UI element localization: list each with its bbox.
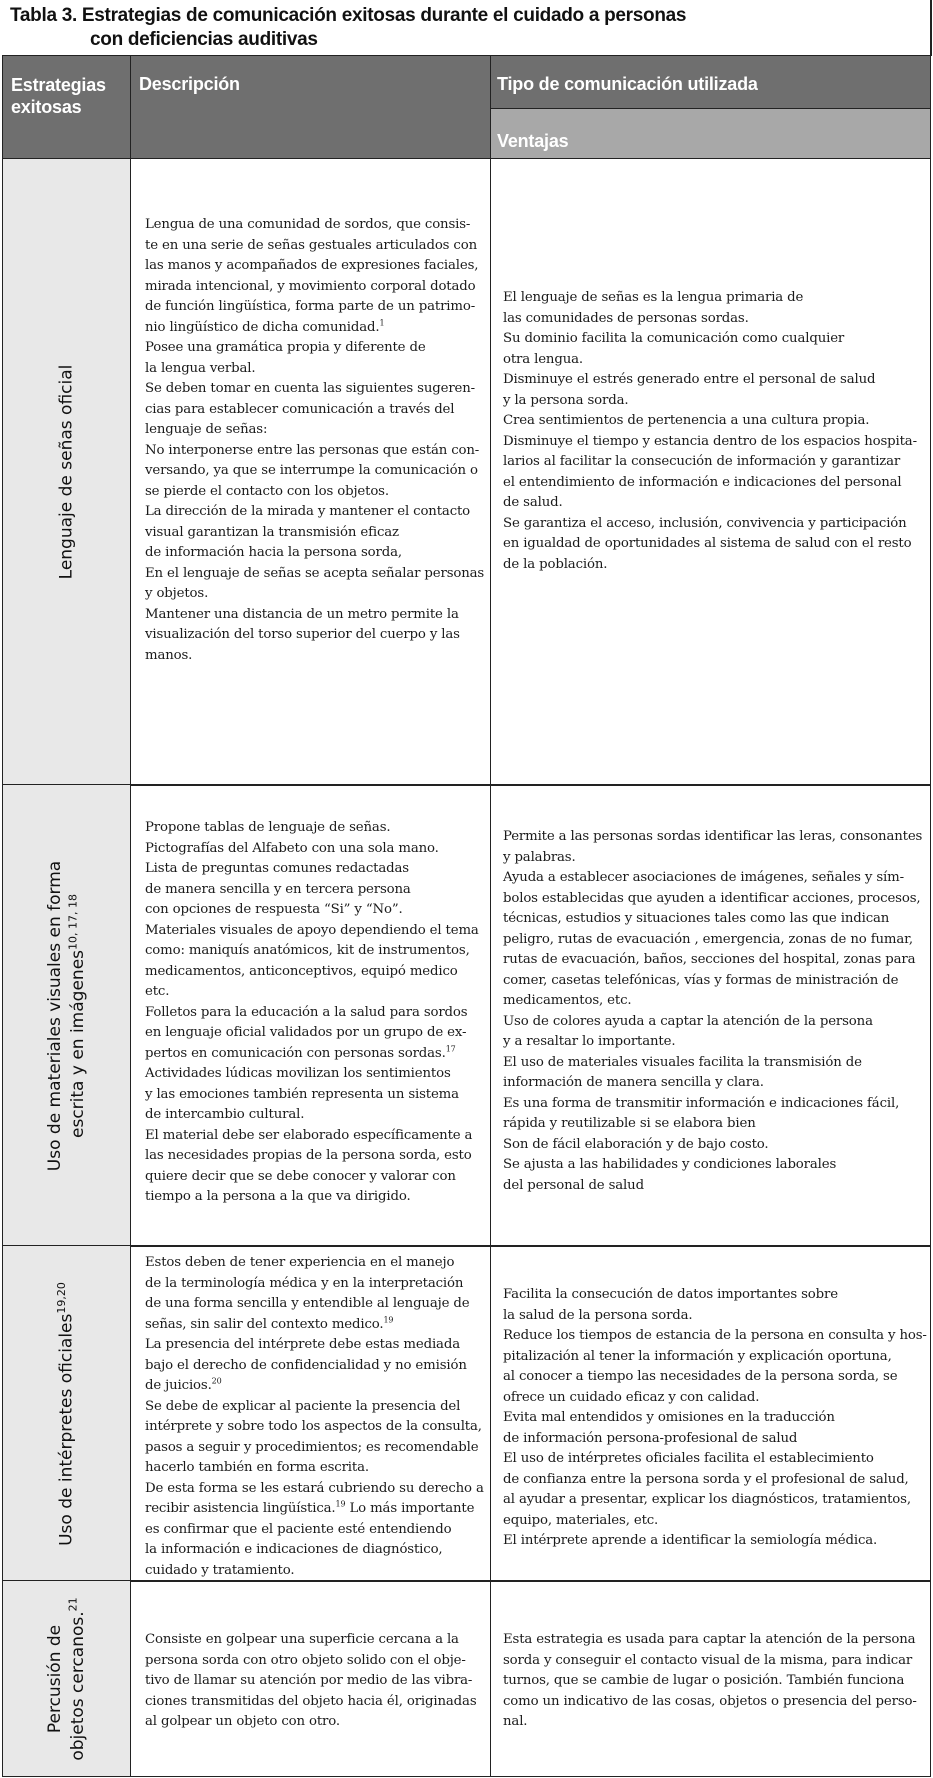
line-text: El lenguaje de señas es la lengua primaria de <box>503 290 804 305</box>
advantages-line <box>503 1176 922 1197</box>
advantages-text <box>503 827 922 1196</box>
description-line <box>145 1520 484 1541</box>
advantages-line <box>503 1053 922 1074</box>
description-line <box>145 379 484 400</box>
line-text: el entendimiento de información e indicaciones del personal <box>503 474 902 490</box>
line-text: Ayuda a establecer asociaciones de imágenes, señales y sím- <box>503 870 904 885</box>
description-line <box>145 1146 479 1167</box>
advantages-line <box>503 1347 927 1368</box>
advantages-line <box>503 1155 922 1176</box>
line-text: intérprete y sobre todo los aspectos de la consulta, <box>145 1419 482 1434</box>
table-title-line2: con deficiencias auditivas <box>90 29 318 50</box>
line-text: Consiste en golpear una superficie cercana a la <box>145 1632 459 1647</box>
line-text: de salud. <box>503 495 563 510</box>
line-text: Materiales visuales de apoyo dependiendo el tema <box>145 922 479 938</box>
line-text: al ayudar a presentar, explicar los diagnósticos, tratamientos, <box>503 1492 911 1507</box>
line-text: bajo el derecho de confidencialidad y no emisión <box>145 1357 467 1373</box>
line-text: Es una forma de transmitir información e indicaciones fácil, <box>503 1095 900 1111</box>
line-text: El material debe ser elaborado específicamente a <box>145 1127 473 1143</box>
line-text: la información e indicaciones de diagnóstico, <box>145 1542 443 1557</box>
description-line <box>145 1187 479 1208</box>
advantages-line <box>503 889 922 910</box>
description-line <box>145 1540 484 1561</box>
advantages-line <box>503 1367 927 1388</box>
footnote-ref: 21 <box>65 1596 79 1611</box>
description-line <box>145 1335 484 1356</box>
advantages-line <box>503 1306 927 1327</box>
line-text: Se garantiza el acceso, inclusión, convivencia y participación <box>503 515 907 531</box>
footnote-ref: 19,20 <box>54 1281 68 1314</box>
advantages-line <box>503 452 917 473</box>
description-line <box>145 523 484 544</box>
description-line <box>145 420 484 441</box>
line-text: al golpear un objeto con otro. <box>145 1714 340 1729</box>
advantages-line <box>503 827 922 848</box>
line-text: y a resaltar lo importante. <box>503 1034 676 1049</box>
header-advantages-label: Ventajas <box>497 131 569 151</box>
line-text: Evita mal entendidos y omisiones en la traducción <box>503 1410 835 1425</box>
description-line <box>145 441 484 462</box>
footnote-ref: 17 <box>445 1044 456 1054</box>
advantages-line <box>503 909 922 930</box>
description-line <box>145 277 484 298</box>
advantages-line <box>503 350 917 371</box>
advantages-text <box>503 1285 927 1552</box>
line-text: Permite a las personas sordas identificar las leras, consonantes <box>503 829 923 844</box>
line-text: información de manera sencilla y clara. <box>503 1075 764 1090</box>
line-text: Percusión de <box>44 1624 65 1733</box>
line-text: Disminuye el estrés generado entre el personal de salud <box>503 372 876 387</box>
description-line <box>145 1397 484 1418</box>
advantages-line <box>503 868 922 889</box>
line-text: Uso de materiales visuales en forma <box>44 860 65 1171</box>
table-title <box>10 4 686 52</box>
description-line <box>145 1417 484 1438</box>
line-text: Uso de intérpretes oficiales <box>56 1313 76 1546</box>
strategy-label-line <box>67 1597 90 1760</box>
line-text: en lenguaje oficial validados por un grupo de ex- <box>145 1025 467 1040</box>
advantages-line <box>503 1630 917 1651</box>
line-text: ciones transmitidas del objeto hacia él, originadas <box>145 1693 477 1709</box>
line-text: es confirmar que el paciente esté entendiendo <box>145 1521 452 1537</box>
description-line <box>145 1499 484 1520</box>
description-text <box>145 215 484 666</box>
line-text: al conocer a tiempo las necesidades de la persona sorda, se <box>503 1369 898 1384</box>
header-communication-type-label: Tipo de comunicación utilizada <box>497 74 758 94</box>
line-text: Pictografías del Alfabeto con una sola mano. <box>145 840 439 856</box>
strategy-label <box>44 860 90 1170</box>
description-line <box>145 215 484 236</box>
line-text: No interponerse entre las personas que están con- <box>145 442 480 458</box>
footnote-ref: 19 <box>335 1499 346 1509</box>
line-text: El intérprete aprende a identificar la semiología médica. <box>503 1533 878 1548</box>
description-line <box>145 646 484 667</box>
advantages-line <box>503 1032 922 1053</box>
line-text: y palabras. <box>503 849 576 865</box>
description-line <box>145 1085 479 1106</box>
footnote-ref: 20 <box>211 1376 222 1386</box>
line-text: sorda y conseguir el contacto visual de la misma, para indicar <box>503 1652 913 1668</box>
advantages-line <box>503 555 917 576</box>
strategy-label-line <box>44 860 67 1170</box>
strategy-label <box>55 365 78 580</box>
line-text: mirada intencional, y movimiento corporal dotado <box>145 278 476 294</box>
table-title-line1: Tabla 3. Estrategias de comunicación exitosas durante el cuidado a personas <box>10 5 687 26</box>
line-text: De esta forma se les estará cubriendo su derecho a <box>145 1480 484 1496</box>
advantages-text <box>503 1630 917 1733</box>
description-line <box>145 900 479 921</box>
description-line <box>145 1167 479 1188</box>
description-line <box>145 1064 479 1085</box>
advantages-line <box>503 534 917 555</box>
line-text: Crea sentimientos de pertenencia a una cultura propia. <box>503 413 870 428</box>
line-text: La dirección de la mirada y mantener el contacto <box>145 504 471 519</box>
advantages-line <box>503 1692 917 1713</box>
line-text: Propone tablas de lenguaje de señas. <box>145 820 391 835</box>
advantages-line <box>503 1388 927 1409</box>
line-text: visual garantizan la transmisión eficaz <box>145 524 399 540</box>
strategy-cell <box>2 158 131 786</box>
line-text: Se debe de explicar al paciente la presencia del <box>145 1398 461 1414</box>
line-text: manos. <box>145 647 193 663</box>
advantages-line <box>503 991 922 1012</box>
header-description <box>130 55 491 159</box>
footnote-ref: 1 <box>379 318 385 328</box>
line-text: larios al facilitar la consecución de información y garantizar <box>503 454 901 469</box>
description-line <box>145 1692 477 1713</box>
footnote-ref: 19 <box>383 1315 394 1325</box>
advantages-line <box>503 1326 927 1347</box>
advantages-line <box>503 1094 922 1115</box>
line-text: rutas de evacuación, baños, secciones del hospital, zonas para <box>503 952 916 967</box>
line-text: como: maniquís anatómicos, kit de instrumentos, <box>145 943 470 958</box>
header-strategies-label: Estrategias exitosas <box>11 75 106 117</box>
strategy-label-line <box>67 860 90 1170</box>
description-line <box>145 625 484 646</box>
line-text: de función lingüística, forma parte de un patrimo- <box>145 299 476 314</box>
line-text: bolos establecidas que ayuden a identificar acciones, procesos, <box>503 890 921 906</box>
line-text: recibir asistencia lingüística. <box>145 1501 336 1516</box>
line-text: técnicas, estudios y situaciones tales como las que indican <box>503 911 890 926</box>
line-text: Son de fácil elaboración y de bajo costo. <box>503 1136 769 1152</box>
header-strategies <box>2 55 131 159</box>
line-text: las manos y acompañados de expresiones faciales, <box>145 258 479 273</box>
line-text: y objetos. <box>145 586 209 601</box>
line-text: Folletos para la educación a la salud para sordos <box>145 1004 468 1020</box>
line-text: de información persona-profesional de salud <box>503 1430 798 1446</box>
line-text: otra lengua. <box>503 351 583 367</box>
line-text: nio lingüístico de dicha comunidad. <box>145 319 380 335</box>
description-line <box>145 338 484 359</box>
description-line <box>145 236 484 257</box>
description-text <box>145 1630 477 1733</box>
description-line <box>145 1458 484 1479</box>
line-text: y la persona sorda. <box>503 392 629 408</box>
line-text: la salud de la persona sorda. <box>503 1307 693 1323</box>
line-text: El uso de intérpretes oficiales facilita el establecimiento <box>503 1451 874 1466</box>
line-text: cuidado y tratamiento. <box>145 1562 295 1578</box>
line-text: lenguaje de señas: <box>145 422 268 437</box>
description-line <box>145 962 479 983</box>
line-text: de intercambio cultural. <box>145 1107 305 1122</box>
advantages-line <box>503 1114 922 1135</box>
line-text: versando, ya que se interrumpe la comunicación o <box>145 463 478 478</box>
description-line <box>145 584 484 605</box>
description-line <box>145 941 479 962</box>
line-text: objetos cercanos. <box>67 1610 88 1761</box>
line-text: Esta estrategia es usada para captar la atención de la persona <box>503 1632 916 1647</box>
advantages-line <box>503 1490 927 1511</box>
advantages-line <box>503 432 917 453</box>
advantages-line <box>503 1531 927 1552</box>
line-text: Reduce los tiempos de estancia de la persona en consulta y hos- <box>503 1328 927 1343</box>
strategy-label-line <box>44 1597 67 1760</box>
description-line <box>145 982 479 1003</box>
description-line <box>145 1294 484 1315</box>
line-text: en igualdad de oportunidades al sistema de salud con el resto <box>503 536 912 551</box>
line-text: medicamentos, anticonceptivos, equipó medico <box>145 963 458 979</box>
advantages-line <box>503 971 922 992</box>
description-line <box>145 1003 479 1024</box>
advantages-line <box>503 309 917 330</box>
description-line <box>145 543 484 564</box>
advantages-line <box>503 329 917 350</box>
advantages-line <box>503 1012 922 1033</box>
advantages-line <box>503 288 917 309</box>
description-text <box>145 818 479 1208</box>
line-text: visualización del torso superior del cuerpo y las <box>145 627 460 642</box>
description-line <box>145 502 484 523</box>
line-text: Su dominio facilita la comunicación como cualquier <box>503 331 845 346</box>
advantages-line <box>503 1429 927 1450</box>
advantages-line <box>503 950 922 971</box>
advantages-line <box>503 391 917 412</box>
description-line <box>145 605 484 626</box>
line-text: cias para establecer comunicación a través del <box>145 401 455 417</box>
advantages-line <box>503 1449 927 1470</box>
advantages-line <box>503 1511 927 1532</box>
description-text <box>145 1253 484 1581</box>
line-text: las comunidades de personas sordas. <box>503 310 749 326</box>
advantages-line <box>503 930 922 951</box>
advantages-line <box>503 1135 922 1156</box>
line-text: Lista de preguntas comunes redactadas <box>145 861 409 876</box>
description-line <box>145 921 479 942</box>
description-line <box>145 1630 477 1651</box>
strategy-label-line <box>55 365 78 580</box>
description-line <box>145 482 484 503</box>
line-text: de la población. <box>503 556 608 572</box>
line-text: comer, casetas telefónicas, vías y formas de ministración de <box>503 972 899 988</box>
line-text: se pierde el contacto con los objetos. <box>145 483 389 499</box>
description-line <box>145 839 479 860</box>
line-text: Disminuye el tiempo y estancia dentro de los espacios hospita- <box>503 433 917 449</box>
line-text: quiere decir que se debe conocer y valorar con <box>145 1168 456 1184</box>
description-line <box>145 1315 484 1336</box>
line-text: etc. <box>145 984 170 999</box>
line-text: Lengua de una comunidad de sordos, que consis- <box>145 217 471 232</box>
description-line <box>145 859 479 880</box>
line-text: de información hacia la persona sorda, <box>145 545 402 560</box>
strategy-cell <box>2 1580 131 1777</box>
advantages-line <box>503 1671 917 1692</box>
line-text: Posee una gramática propia y diferente de <box>145 340 426 355</box>
line-text: te en una serie de señas gestuales articulados con <box>145 237 477 253</box>
line-text: de confianza entre la persona sorda y el profesional de salud, <box>503 1471 909 1487</box>
description-line <box>145 256 484 277</box>
line-text: de juicios. <box>145 1378 212 1393</box>
line-text: El uso de materiales visuales facilita la transmisión de <box>503 1054 862 1070</box>
line-text: del personal de salud <box>503 1177 644 1193</box>
advantages-line <box>503 1470 927 1491</box>
strategy-label <box>55 1282 78 1546</box>
line-text: La presencia del intérprete debe estas mediada <box>145 1337 460 1352</box>
line-text: equipo, materiales, etc. <box>503 1512 659 1528</box>
description-line <box>145 818 479 839</box>
description-line <box>145 1671 477 1692</box>
line-text: Uso de colores ayuda a captar la atención de la persona <box>503 1013 873 1029</box>
line-text: rápida y reutilizable si se elabora bien <box>503 1116 756 1131</box>
description-line <box>145 1274 484 1295</box>
line-text: nal. <box>503 1714 528 1729</box>
line-text: pitalización al tener la información y explicación oportuna, <box>503 1348 892 1364</box>
strategy-cell <box>2 784 131 1247</box>
strategy-label-line <box>55 1282 78 1546</box>
description-line <box>145 359 484 380</box>
advantages-line <box>503 514 917 535</box>
advantages-line <box>503 848 922 869</box>
line-text: señas, sin salir del contexto medico. <box>145 1316 384 1332</box>
line-text: Se deben tomar en cuenta las siguientes sugeren- <box>145 381 476 396</box>
advantages-line <box>503 370 917 391</box>
line-text: persona sorda con otro objeto solido con el obje- <box>145 1652 466 1668</box>
description-line <box>145 1023 479 1044</box>
line-text: Estos deben de tener experiencia en el manejo <box>145 1255 455 1270</box>
page-border <box>930 0 932 56</box>
line-text: escrita y en imágenes <box>67 949 88 1138</box>
line-text: con opciones de respuesta “Si” y “No”. <box>145 902 403 917</box>
description-line <box>145 1376 484 1397</box>
advantages-text <box>503 288 917 575</box>
description-line <box>145 318 484 339</box>
line-text: Actividades lúdicas movilizan los sentimientos <box>145 1066 451 1081</box>
description-line <box>145 1253 484 1274</box>
header-advantages <box>490 108 931 159</box>
line-text: peligro, rutas de evacuación , emergencia, zonas de no fumar, <box>503 931 913 947</box>
line-text: las necesidades propias de la persona sorda, esto <box>145 1148 472 1163</box>
line-text: tiempo a la persona a la que va dirigido. <box>145 1189 411 1204</box>
line-text: como un indicativo de las cosas, objetos o presencia del perso- <box>503 1693 917 1709</box>
line-text: la lengua verbal. <box>145 360 256 376</box>
description-line <box>145 1561 484 1582</box>
description-line <box>145 1651 477 1672</box>
line-text: hacerlo también en forma escrita. <box>145 1460 369 1475</box>
line-text: Facilita la consecución de datos importantes sobre <box>503 1287 838 1302</box>
advantages-line <box>503 411 917 432</box>
description-line <box>145 1356 484 1377</box>
advantages-line <box>503 1073 922 1094</box>
line-text: de la terminología médica y en la interpretación <box>145 1275 464 1291</box>
strategy-label <box>44 1597 90 1760</box>
advantages-line <box>503 1285 927 1306</box>
line-text: En el lenguaje de señas se acepta señalar personas <box>145 565 485 581</box>
line-text: de una forma sencilla y entendible al lenguaje de <box>145 1296 470 1311</box>
description-line <box>145 564 484 585</box>
strategy-cell <box>2 1245 131 1582</box>
line-text: Lenguaje de señas oficial <box>56 364 76 580</box>
description-line <box>145 1479 484 1500</box>
advantages-line <box>503 1712 917 1733</box>
description-line <box>145 1438 484 1459</box>
header-description-label: Descripción <box>139 74 240 94</box>
header-communication-type <box>490 55 931 109</box>
description-line <box>145 1044 479 1065</box>
description-line <box>145 1712 477 1733</box>
line-text: pasos a seguir y procedimientos; es recomendable <box>145 1439 479 1455</box>
line-text: de manera sencilla y en tercera persona <box>145 881 411 897</box>
advantages-line <box>503 473 917 494</box>
line-text: medicamentos, etc. <box>503 993 632 1008</box>
advantages-line <box>503 1408 927 1429</box>
footnote-ref: 10, 17, 18 <box>65 893 79 950</box>
advantages-line <box>503 493 917 514</box>
line-text: tivo de llamar su atención por medio de las vibra- <box>145 1673 473 1688</box>
advantages-line <box>503 1651 917 1672</box>
line-text: pertos en comunicación con personas sordas. <box>145 1045 446 1061</box>
line-text: Mantener una distancia de un metro permite la <box>145 606 459 622</box>
description-line <box>145 461 484 482</box>
line-text: turnos, que se cambie de lugar o posición. También funciona <box>503 1673 905 1688</box>
line-text: Se ajusta a las habilidades y condiciones laborales <box>503 1157 837 1172</box>
description-line <box>145 1105 479 1126</box>
line-text: y las emociones también representa un sistema <box>145 1086 459 1102</box>
line-text: ofrece un cuidado eficaz y con calidad. <box>503 1389 760 1405</box>
description-line <box>145 880 479 901</box>
description-line <box>145 1126 479 1147</box>
description-line <box>145 400 484 421</box>
description-line <box>145 297 484 318</box>
line-text: Lo más importante <box>345 1501 475 1516</box>
